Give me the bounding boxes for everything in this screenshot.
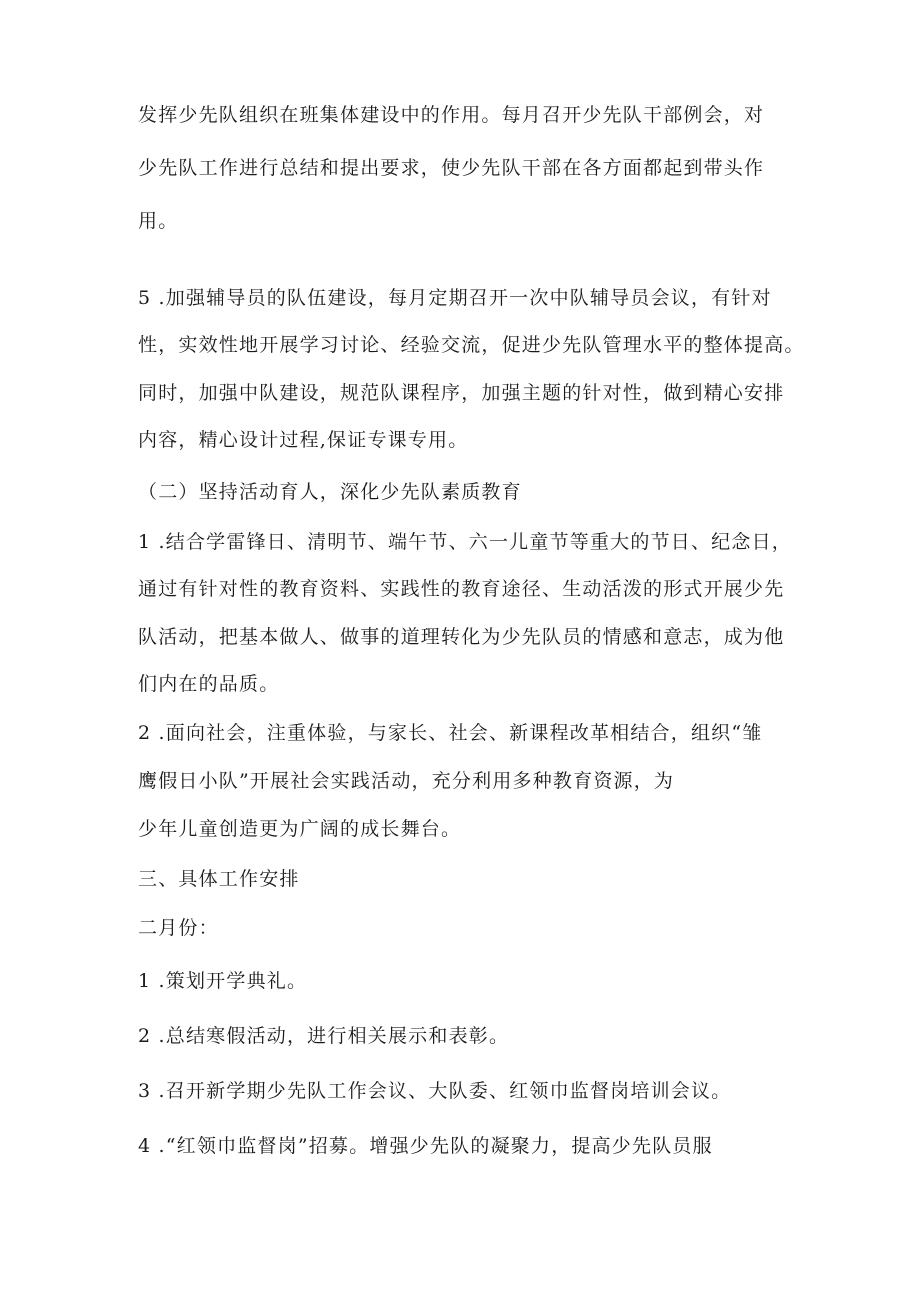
section-heading: 三、具体工作安排 xyxy=(138,868,300,890)
text-line: 通过有针对性的教育资料、实践性的教育途径、生动活泼的形式开展少先 xyxy=(138,578,785,600)
list-item: 1 .策划开学典礼。 xyxy=(138,970,308,992)
list-item: 4 .“红领巾监督岗”招募。增强少先队的凝聚力，提高少先队员服 xyxy=(138,1135,713,1157)
text-line: 2 .面向社会，注重体验，与家长、社会、新课程改革相结合，组织“雏 xyxy=(138,722,763,744)
text-line: 同时，加强中队建设，规范队课程序，加强主题的针对性，做到精心安排 xyxy=(138,382,785,404)
text-line: 性，实效性地开展学习讨论、经验交流，促进少先队管理水平的整体提高。 xyxy=(138,334,805,356)
text-line: 少年儿童创造更为广阔的成长舞台。 xyxy=(138,818,462,840)
text-line: 队活动，把基本做人、做事的道理转化为少先队员的情感和意志，成为他 xyxy=(138,626,785,648)
text-line: 鹰假日小队”开展社会实践活动，充分利用多种教育资源，为 xyxy=(138,770,675,792)
text-line: 少先队工作进行总结和提出要求，使少先队干部在各方面都起到带头作 xyxy=(138,157,765,179)
section-heading: （二）坚持活动育人，深化少先队素质教育 xyxy=(138,481,522,503)
text-line: 用。 xyxy=(138,210,179,232)
text-line: 内容，精心设计过程,保证专课专用。 xyxy=(138,429,469,451)
list-item: 3 .召开新学期少先队工作会议、大队委、红领巾监督岗培训会议。 xyxy=(138,1080,732,1102)
text-line: 们内在的品质。 xyxy=(138,673,280,695)
text-line: 发挥少先队组织在班集体建设中的作用。每月召开少先队干部例会，对 xyxy=(138,104,765,126)
text-line: 1 .结合学雷锋日、清明节、端午节、六一儿童节等重大的节日、纪念日， xyxy=(138,531,792,553)
text-line: 5 .加强辅导员的队伍建设，每月定期召开一次中队辅导员会议，有针对 xyxy=(138,287,772,309)
month-heading: 二月份： xyxy=(138,917,219,939)
list-item: 2 .总结寒假活动，进行相关展示和表彰。 xyxy=(138,1025,510,1047)
